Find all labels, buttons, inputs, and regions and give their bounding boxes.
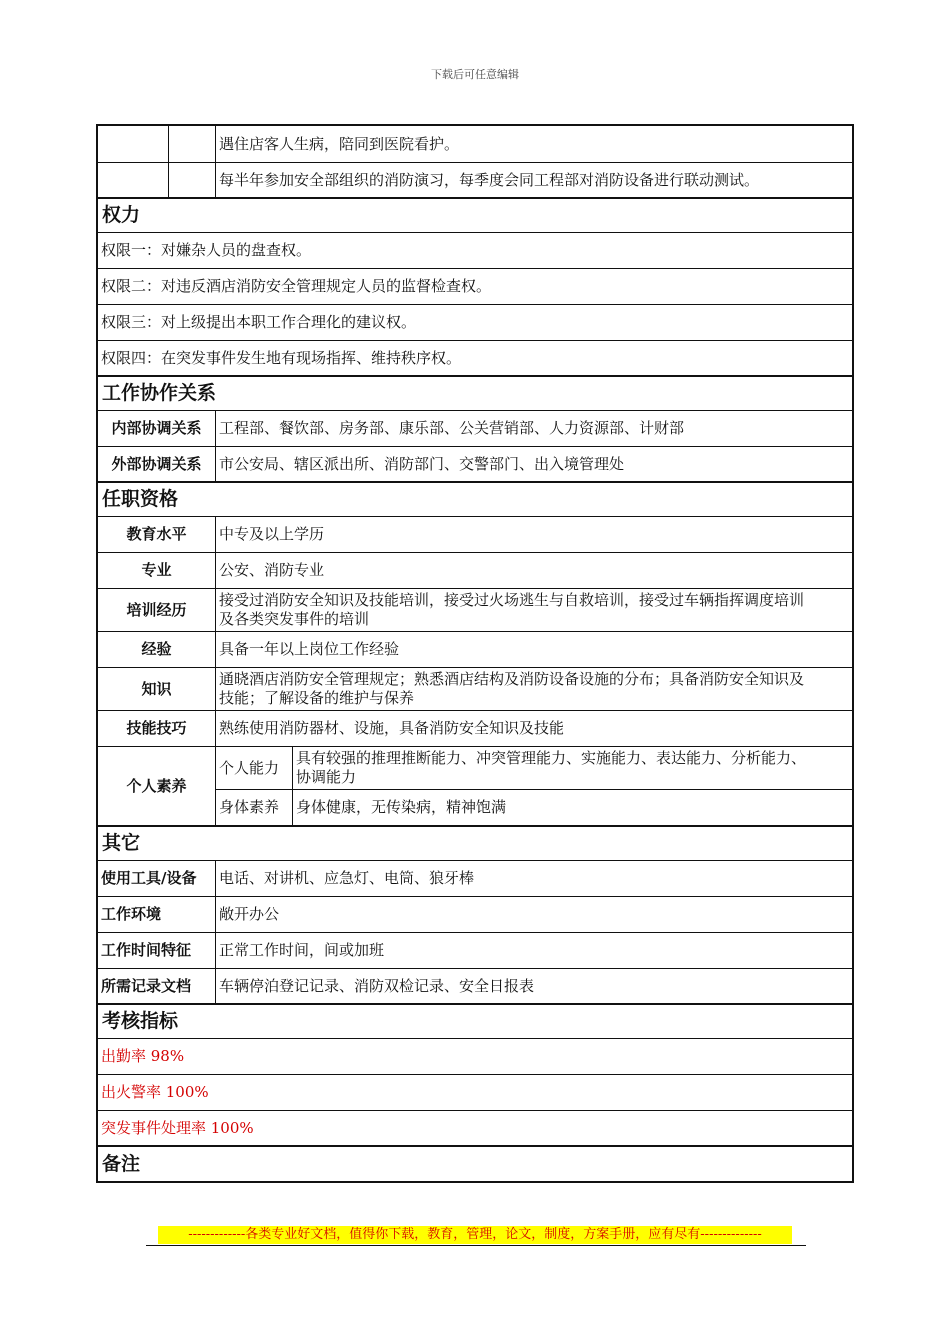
environment-row (98, 897, 852, 933)
training-label: 培训经历 (126, 600, 187, 619)
knowledge-line: 通晓酒店消防安全管理规定；熟悉酒店结构及消防设备设施的分布；具备消防安全知识及 (219, 670, 805, 688)
cooperation-internal-row (98, 411, 852, 447)
ability-value (292, 747, 852, 789)
physical-value: 身体健康，无传染病，精神饱满 (292, 790, 852, 825)
physical-subrow (216, 790, 852, 825)
remarks-header (98, 1147, 852, 1183)
empty-cell (98, 163, 168, 197)
education-row (98, 517, 852, 553)
tools-value: 电话、对讲机、应急灯、电筒、狼牙棒 (215, 861, 852, 896)
personal-quality-row (98, 747, 852, 827)
ability-line: 具有较强的推理推断能力、冲突管理能力、实施能力、表达能力、分析能力、 (296, 749, 807, 767)
physical-label: 身体素养 (219, 798, 280, 816)
duty-row (98, 163, 852, 199)
other-header (98, 827, 852, 861)
documents-row (98, 969, 852, 1005)
training-value (215, 589, 852, 631)
experience-label: 经验 (141, 640, 172, 658)
duty-text: 遇住店客人生病，陪同到医院看护。 (215, 126, 852, 162)
skills-row (98, 711, 852, 747)
documents-label: 所需记录文档 (101, 976, 192, 995)
section-title-cooperation: 工作协作关系 (102, 382, 217, 404)
work-time-value: 正常工作时间，间或加班 (215, 933, 852, 968)
power-row (98, 341, 852, 377)
powers-header (98, 199, 852, 233)
knowledge-row (98, 668, 852, 711)
skills-value: 熟练使用消防器材、设施，具备消防安全知识及技能 (215, 711, 852, 746)
ability-label: 个人能力 (219, 758, 280, 777)
kpi-text: 出火警率 100% (101, 1083, 209, 1101)
kpi-header (98, 1005, 852, 1039)
work-time-label: 工作时间特征 (101, 941, 192, 959)
empty-cell (168, 126, 215, 162)
duty-row (98, 126, 852, 163)
knowledge-value (215, 668, 852, 710)
power-text: 权限一：对嫌杂人员的盘查权。 (101, 241, 312, 259)
kpi-text: 突发事件处理率 100% (101, 1118, 254, 1137)
internal-value: 工程部、餐饮部、房务部、康乐部、公关营销部、人力资源部、计财部 (215, 411, 852, 446)
tools-label: 使用工具/设备 (101, 869, 197, 887)
power-text: 权限四：在突发事件发生地有现场指挥、维持秩序权。 (101, 348, 462, 367)
education-value: 中专及以上学历 (215, 517, 852, 552)
section-title-remarks: 备注 (102, 1152, 141, 1175)
major-label: 专业 (141, 561, 172, 579)
knowledge-label: 知识 (141, 679, 172, 698)
external-label: 外部协调关系 (111, 454, 202, 473)
empty-cell (98, 126, 168, 162)
major-row (98, 553, 852, 589)
major-value: 公安、消防专业 (215, 553, 852, 588)
power-text: 权限二：对违反酒店消防安全管理规定人员的监督检查权。 (101, 277, 492, 295)
external-value: 市公安局、辖区派出所、消防部门、交警部门、出入境管理处 (215, 447, 852, 481)
footer-banner: -------------各类专业好文档，值得你下载，教育，管理，论文，制度，方案手册，应有尽有-------------- (158, 1226, 792, 1244)
section-title-kpi: 考核指标 (102, 1010, 179, 1032)
training-line: 接受过消防安全知识及技能培训，接受过火场逃生与自救培训，接受过车辆指挥调度培训 (219, 591, 805, 609)
power-row (98, 305, 852, 341)
internal-label: 内部协调关系 (111, 419, 202, 437)
education-label: 教育水平 (126, 525, 187, 543)
duty-text: 每半年参加安全部组织的消防演习，每季度会同工程部对消防设备进行联动测试。 (215, 163, 852, 197)
environment-label: 工作环境 (101, 905, 162, 923)
section-title-qualifications: 任职资格 (102, 488, 179, 510)
header-note: 下载后可任意编辑 (431, 68, 519, 81)
section-title-powers: 权力 (102, 204, 141, 226)
tools-row (98, 861, 852, 897)
ability-line: 协调能力 (296, 768, 357, 786)
kpi-text: 出勤率 98% (101, 1047, 185, 1065)
environment-value: 敞开办公 (215, 897, 852, 932)
kpi-row (98, 1075, 852, 1111)
job-description-table (96, 124, 854, 1183)
knowledge-line: 技能；了解设备的维护与保养 (219, 689, 415, 707)
section-title-other: 其它 (102, 832, 141, 854)
training-row (98, 589, 852, 632)
qualifications-header (98, 483, 852, 517)
skills-label: 技能技巧 (126, 719, 187, 737)
empty-cell (168, 163, 215, 197)
quality-label: 个人素养 (126, 776, 187, 795)
power-row (98, 233, 852, 269)
training-line: 及各类突发事件的培训 (219, 610, 370, 628)
experience-value: 具备一年以上岗位工作经验 (215, 632, 852, 667)
cooperation-external-row (98, 447, 852, 483)
work-time-row (98, 933, 852, 969)
kpi-row (98, 1111, 852, 1147)
kpi-row (98, 1039, 852, 1075)
cooperation-header (98, 377, 852, 411)
ability-subrow (216, 747, 852, 790)
quality-subtable (215, 747, 852, 825)
experience-row (98, 632, 852, 668)
power-row (98, 269, 852, 305)
power-text: 权限三：对上级提出本职工作合理化的建议权。 (101, 313, 417, 331)
footer-divider (146, 1245, 806, 1246)
documents-value: 车辆停泊登记记录、消防双检记录、安全日报表 (215, 969, 852, 1003)
